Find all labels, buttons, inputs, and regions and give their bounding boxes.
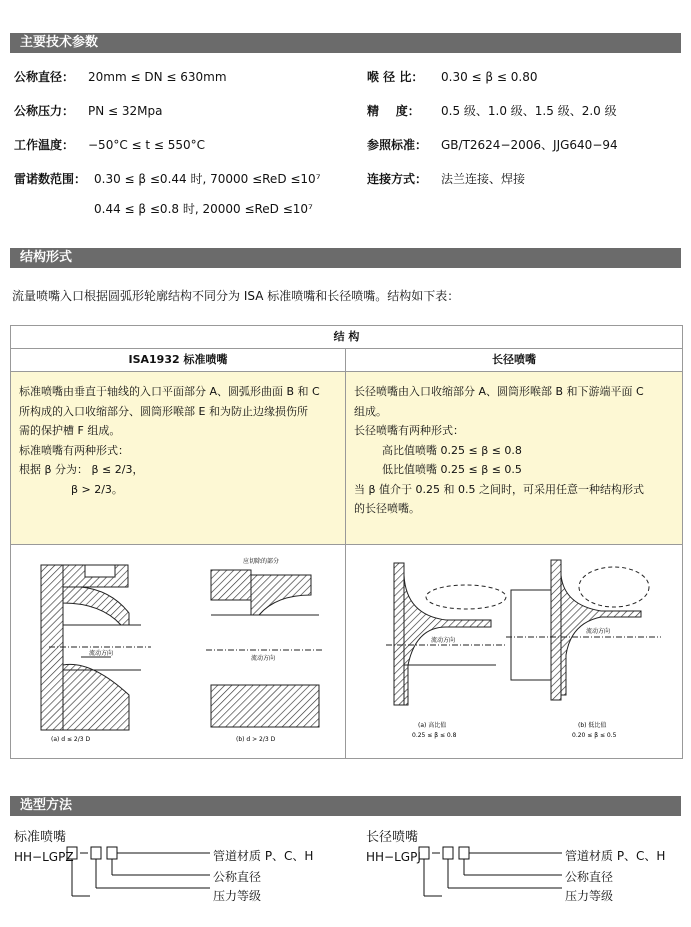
desc-line: 长径喷嘴由入口收缩部分 A、圆筒形喉部 B 和下游端平面 C	[354, 385, 644, 398]
long-m1: 管道材质 P、C、H	[565, 849, 666, 863]
long-m3: 压力等级	[565, 889, 614, 903]
param-label: 喉 径 比：	[367, 70, 424, 84]
desc-line: 低比值喷嘴 0.25 ≤ β ≤ 0.5	[382, 463, 522, 476]
fig-d-caption: (b) 低比值	[578, 722, 607, 729]
desc-line: 标准喷嘴由垂直于轴线的入口平面部分 A、圆弧形曲面 B 和 C	[19, 385, 320, 398]
cut-label: 应切除的部分	[243, 558, 280, 565]
flow-label-b: 流动方向	[251, 655, 276, 662]
param-value: PN ≤ 32Mpa	[88, 104, 163, 118]
param-dn	[14, 68, 227, 85]
desc-line: 的长径喷嘴。	[354, 502, 420, 515]
param-label: 精 度：	[367, 104, 420, 118]
desc-long	[346, 372, 683, 545]
long-m2: 公称直径	[565, 870, 614, 884]
section-bar-select: 选型方法	[10, 796, 681, 816]
long-code: HH−LGPJ	[366, 850, 421, 864]
flow-label-d: 流动方向	[586, 628, 611, 635]
param-value: 0.5 级、1.0 级、1.5 级、2.0 级	[441, 104, 617, 118]
std-m3: 压力等级	[213, 889, 262, 903]
param-temp	[14, 136, 205, 153]
fig-b-caption: (b) d > 2/3 D	[236, 736, 276, 743]
long-nozzle-title: 长径喷嘴	[366, 830, 419, 845]
standard-nozzle-drawing	[11, 545, 345, 755]
param-label: 参照标准：	[367, 138, 428, 152]
desc-line: 当 β 值介于 0.25 和 0.5 之间时，可采用任意一种结构形式	[354, 482, 644, 496]
param-std	[367, 136, 618, 153]
figure-long	[346, 545, 683, 759]
std-code: HH−LGPZ	[14, 850, 74, 864]
flow-label: 流动方向	[89, 650, 114, 657]
flow-label-c: 流动方向	[431, 637, 456, 644]
std-nozzle-title: 标准喷嘴	[14, 830, 67, 845]
param-value: −50°C ≤ t ≤ 550°C	[88, 138, 206, 152]
col-standard: ISA1932 标准喷嘴	[11, 349, 346, 372]
param-value: 20mm ≤ DN ≤ 630mm	[88, 70, 227, 84]
param-pn	[14, 102, 163, 119]
desc-line: 高比值喷嘴 0.25 ≤ β ≤ 0.8	[382, 443, 522, 457]
param-label: 连接方式：	[367, 172, 428, 186]
param-value: 0.30 ≤ β ≤ 0.80	[441, 70, 538, 84]
param-label: 雷诺数范围：	[14, 172, 87, 186]
param-value: GB/T2624−2006、JJG640−94	[441, 138, 618, 152]
param-re-2	[94, 200, 313, 217]
fig-c-sub: 0.25 ≤ β ≤ 0.8	[412, 732, 457, 739]
desc-line: 所构成的入口收缩部分、圆筒形喉部 E 和为防止边缘损伤所	[19, 404, 308, 418]
structure-table	[10, 325, 683, 759]
desc-line: 标准喷嘴有两种形式：	[19, 443, 129, 457]
param-re	[14, 170, 321, 187]
struct-intro: 流量喷嘴入口根据圆弧形轮廓结构不同分为 ISA 标准喷嘴和长径喷嘴。结构如下表：	[12, 289, 460, 303]
param-value: 0.30 ≤ β ≤0.44 时, 70000 ≤ReD ≤10⁷	[94, 172, 321, 186]
figure-standard	[11, 545, 346, 759]
param-value: 0.44 ≤ β ≤0.8 时, 20000 ≤ReD ≤10⁷	[94, 202, 313, 216]
param-value: 法兰连接、焊接	[441, 172, 526, 186]
fig-a-caption: (a) d ≤ 2/3 D	[51, 736, 91, 743]
long-nozzle-drawing	[346, 545, 682, 755]
fig-c-caption: (a) 高比值	[418, 722, 447, 729]
section-bar-struct: 结构形式	[10, 248, 681, 268]
fig-d-sub: 0.20 ≤ β ≤ 0.5	[572, 732, 617, 739]
desc-standard	[11, 372, 346, 545]
param-acc	[367, 102, 617, 119]
std-m2: 公称直径	[213, 870, 262, 884]
section-bar-tech: 主要技术参数	[10, 33, 681, 53]
std-m1: 管道材质 P、C、H	[213, 849, 314, 863]
param-label: 工作温度：	[14, 138, 75, 152]
desc-line: 需的保护槽 F 组成。	[19, 424, 121, 437]
desc-line: 组成。	[354, 404, 387, 418]
desc-line: 根据 β 分为： β ≤ 2/3，	[19, 463, 144, 476]
col-long: 长径喷嘴	[346, 349, 683, 372]
param-beta	[367, 68, 537, 85]
desc-line: β > 2/3。	[71, 482, 123, 496]
desc-line: 长径喷嘴有两种形式：	[354, 424, 464, 437]
param-label: 公称压力：	[14, 104, 75, 118]
param-label: 公称直径：	[14, 70, 75, 84]
table-header: 结 构	[11, 326, 683, 349]
param-conn	[367, 170, 525, 187]
